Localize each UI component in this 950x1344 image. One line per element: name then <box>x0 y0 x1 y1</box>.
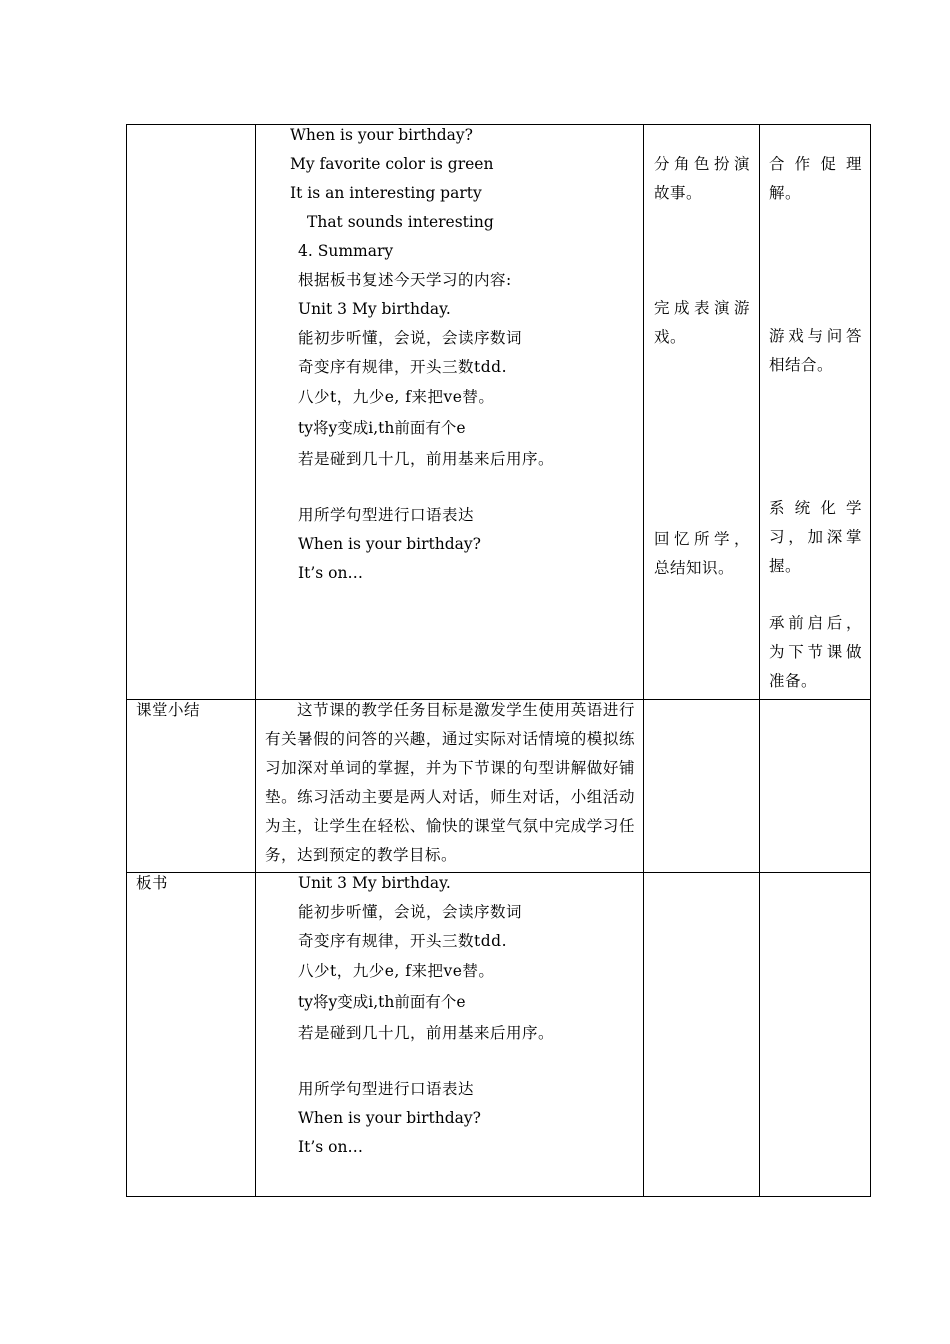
intent-line: 合作促理 <box>769 155 862 173</box>
content-line: ty将y变成i,th前面有个e <box>298 419 466 437</box>
summary-label-cell <box>136 696 246 725</box>
design-intent-cell <box>769 322 862 380</box>
blackboard-line: 若是碰到几十几，前用基来后用序。 <box>298 1024 555 1042</box>
blackboard-line: It’s on… <box>298 1138 363 1156</box>
content-line: It’s on… <box>298 564 363 582</box>
content-line: 根据板书复述今天学习的内容: <box>298 271 512 289</box>
intent-line: 系统化学 <box>769 499 862 517</box>
content-line: That sounds interesting <box>307 213 494 231</box>
content-line: My favorite color is green <box>290 155 494 173</box>
activity-line: 故事。 <box>654 184 703 202</box>
intent-line: 游戏与问答 <box>769 327 862 345</box>
blackboard-line: ty将y变成i,th前面有个e <box>298 993 466 1011</box>
intent-line: 相结合。 <box>769 356 834 374</box>
design-intent-cell <box>769 609 862 696</box>
content-line: 4. Summary <box>298 242 394 260</box>
intent-line: 承前启后， <box>769 614 862 632</box>
column-divider-2 <box>643 124 644 1197</box>
content-line <box>256 475 642 501</box>
blackboard-label: 板书 <box>136 874 169 892</box>
intent-line: 握。 <box>769 557 802 575</box>
blackboard-line: 能初步听懂，会说，会读序数词 <box>298 903 523 921</box>
blackboard-line: When is your birthday? <box>298 1109 481 1127</box>
blackboard-line: Unit 3 My birthday. <box>298 874 451 892</box>
content-line: When is your birthday? <box>298 535 481 553</box>
intent-line: 解。 <box>769 184 802 202</box>
content-line: 奇变序有规律，开头三数tdd. <box>298 358 508 376</box>
blackboard-content-cell <box>256 869 642 1162</box>
intent-line: 准备。 <box>769 672 818 690</box>
column-divider-3 <box>759 124 760 1197</box>
content-line: 能初步听懂，会说，会读序数词 <box>298 329 523 347</box>
content-line: Unit 3 My birthday. <box>298 300 451 318</box>
blackboard-line: 八少t，九少e, f来把ve替。 <box>298 962 495 980</box>
activity-line: 分角色扮演 <box>654 155 750 173</box>
blackboard-line: 奇变序有规律，开头三数tdd. <box>298 932 508 950</box>
summary-label: 课堂小结 <box>136 701 201 719</box>
blackboard-line: 用所学句型进行口语表达 <box>298 1080 475 1098</box>
activity-line: 回忆所学， <box>654 530 750 548</box>
table-border-left <box>126 124 127 1197</box>
blackboard-line <box>256 1049 642 1075</box>
intent-line: 为下节课做 <box>769 643 862 661</box>
intent-line: 习，加深掌 <box>769 528 862 546</box>
lesson-plan-table <box>126 124 871 1197</box>
table-border-right <box>870 124 871 1197</box>
summary-text-cell <box>265 696 635 870</box>
content-line: 若是碰到几十几，前用基来后用序。 <box>298 450 555 468</box>
summary-paragraph: 这节课的教学任务目标是激发学生使用英语进行有关暑假的问答的兴趣，通过实际对话情境的模拟练习加深对单词的掌握，并为下节课的句型讲解做好铺垫。练习活动主要是两人对话，师生对话，小组活动为主，让学生在轻松、愉快的课堂气氛中完成学习任务，达到预定的教学目标。 <box>265 701 635 864</box>
design-intent-cell <box>769 494 862 581</box>
student-activity-cell <box>654 294 750 352</box>
content-line: It is an interesting party <box>290 184 482 202</box>
activity-line: 总结知识。 <box>654 559 735 577</box>
design-intent-cell <box>769 150 862 208</box>
blackboard-label-cell <box>136 869 246 898</box>
activity-line: 戏。 <box>654 328 687 346</box>
content-line: 八少t，九少e, f来把ve替。 <box>298 388 495 406</box>
process-content-cell <box>256 121 642 588</box>
activity-line: 完成表演游 <box>654 299 750 317</box>
student-activity-cell <box>654 150 750 208</box>
student-activity-cell <box>654 525 750 583</box>
content-line: 用所学句型进行口语表达 <box>298 506 475 524</box>
content-line: When is your birthday? <box>290 126 473 144</box>
